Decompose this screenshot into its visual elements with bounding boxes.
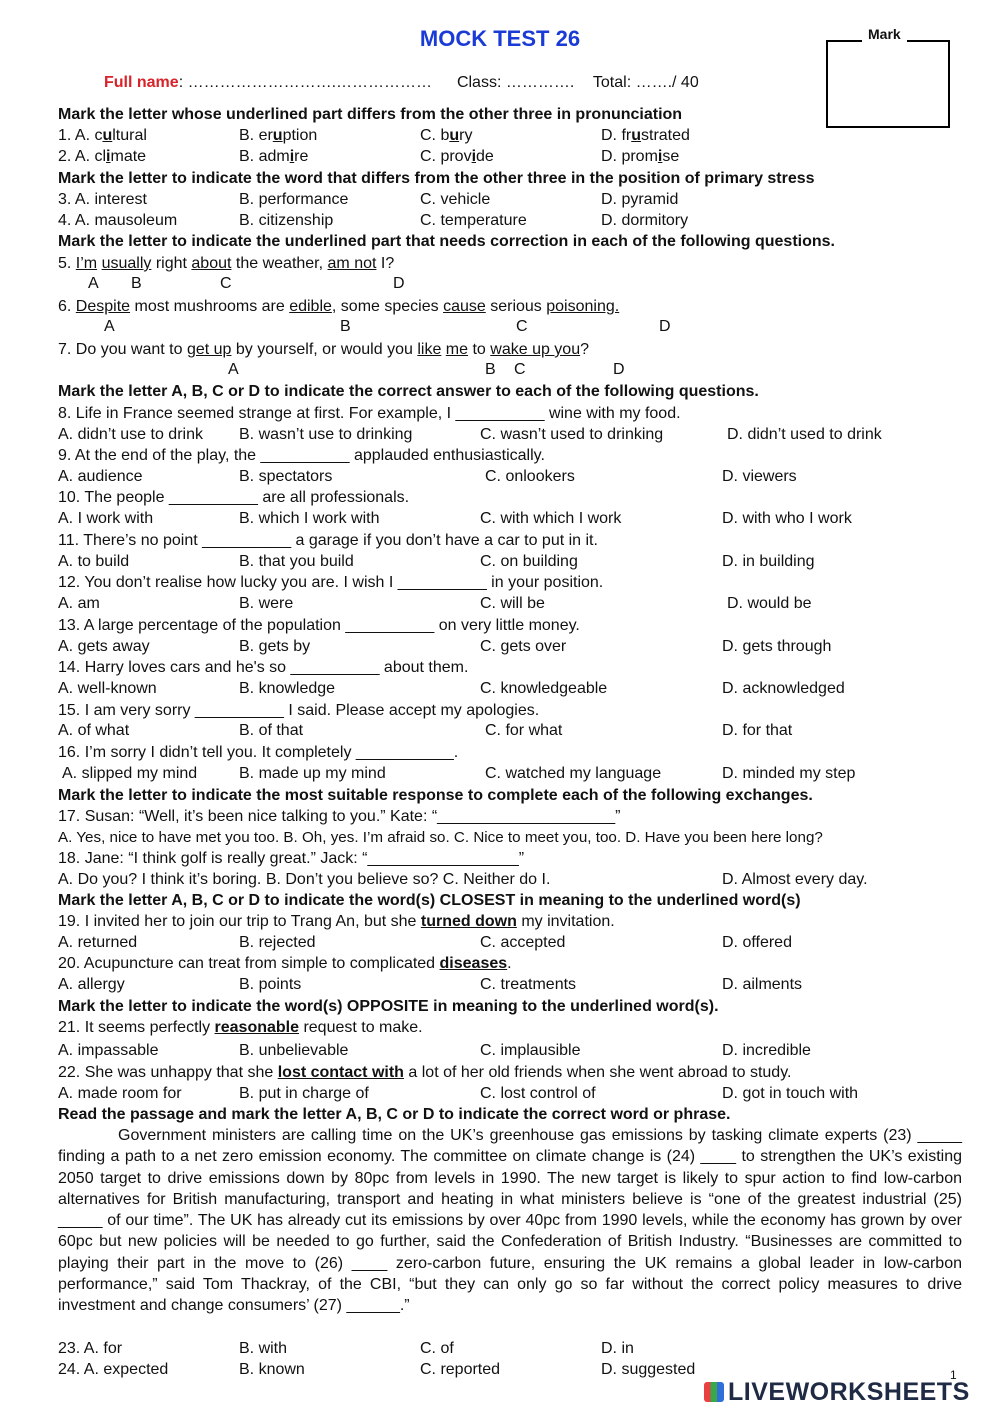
class-field[interactable]: Class: …………. <box>456 74 575 91</box>
student-info-line <box>104 74 699 92</box>
total-field: Total: ……./ 40 <box>592 74 699 91</box>
section-instruction: Mark the letter to indicate the word(s) OPPOSITE in meaning to the underlined word(s). <box>58 998 719 1015</box>
question-17-stem: 17. Susan: “Well, it’s been nice talking to you.” Kate: “____________________” <box>58 808 621 825</box>
question-12-stem: 12. You don’t realise how lucky you are. I wish I __________ in your position. <box>58 574 604 591</box>
logo-icon <box>704 1382 724 1402</box>
section-instruction: Mark the letter to indicate the underlined part that needs correction in each of the following questions. <box>58 233 835 250</box>
answer-letters: A B C D <box>104 318 671 335</box>
section-instruction: Mark the letter A, B, C or D to indicate the word(s) CLOSEST in meaning to the underlined word(s) <box>58 892 801 909</box>
question-15-stem: 15. I am very sorry __________ I said. Please accept my apologies. <box>58 702 540 719</box>
section-instruction: Read the passage and mark the letter A, B, C or D to indicate the correct word or phrase. <box>58 1106 731 1123</box>
mark-label: Mark <box>862 26 907 42</box>
fullname-field[interactable]: : ……………………….……………… <box>178 74 433 91</box>
mark-box[interactable] <box>826 40 950 128</box>
section-instruction: Mark the letter whose underlined part differs from the other three in pronunciation <box>58 106 683 123</box>
question-7: 7. Do you want to get up by yourself, or would you like me to wake up you? <box>58 341 590 358</box>
question-13-stem: 13. A large percentage of the population __________ on very little money. <box>58 617 580 634</box>
question-5: 5. I’m usually right about the weather, am not I? <box>58 255 395 272</box>
page-number: 1 <box>950 1368 957 1382</box>
question-6: 6. Despite most mushrooms are edible, some species cause serious poisoning. <box>58 298 620 315</box>
answer-letters: A B C D <box>228 361 625 378</box>
reading-passage: Government ministers are calling time on the UK’s greenhouse gas emissions by tasking climate experts (23) _____ finding a path to a net zero emission economy. The committee on climate change is (24) ____ to strengthen the UK’s existing 2050 target to drive emissions down by 80pc from levels in 1990. The new target is likely to spur action to find low-carbon alternatives for British manufacturing, transport and heating in what ministers believe is “one of the greatest industrial (25) _____ of our time”. The UK has already cut its emissions by over 40pc from 1990 levels, while the economy has grown by over 60pc but new policies will be needed to go further, said the Confederation of British Industry. “Businesses are committed to playing their part in the move to (26) ____ zero-carbon future, ensuring the UK remains a global leader in low-carbon performance,” said Tom Thackray, of the CBI, “but they can only go so far without the correct policy measures to drive investment and change consumers’ (27) ______.” <box>58 1127 962 1315</box>
question-11-stem: 11. There’s no point __________ a garage if you don’t have a car to put in it. <box>58 532 598 549</box>
answer-letters: A B C D <box>88 275 405 292</box>
question-9-stem: 9. At the end of the play, the __________ applauded enthusiastically. <box>58 447 545 464</box>
fullname-label: Full name <box>104 74 179 91</box>
question-18-stem: 18. Jane: “I think golf is really great.” Jack: “_________________” <box>58 850 525 867</box>
question-20-stem: 20. Acupuncture can treat from simple to complicated diseases. <box>58 955 512 972</box>
question-16-stem: 16. I’m sorry I didn’t tell you. It completely ___________. <box>58 744 459 761</box>
page-title: MOCK TEST 26 <box>419 26 581 51</box>
question-17-options: A. Yes, nice to have met you too. B. Oh, yes. I’m afraid so. C. Nice to meet you, too. D. Have you been here long? <box>58 829 823 846</box>
question-14-stem: 14. Harry loves cars and he's so __________ about them. <box>58 659 469 676</box>
section-instruction: Mark the letter to indicate the most suitable response to complete each of the following exchanges. <box>58 787 813 804</box>
question-19-stem: 19. I invited her to join our trip to Trang An, but she turned down my invitation. <box>58 913 615 930</box>
section-instruction: Mark the letter A, B, C or D to indicate the correct answer to each of the following questions. <box>58 383 759 400</box>
question-21-stem: 21. It seems perfectly reasonable request to make. <box>58 1019 423 1036</box>
question-22-stem: 22. She was unhappy that she lost contact with a lot of her old friends when she went abroad to study. <box>58 1064 792 1081</box>
section-instruction: Mark the letter to indicate the word that differs from the other three in the position of primary stress <box>58 170 815 187</box>
question-10-stem: 10. The people __________ are all professionals. <box>58 489 410 506</box>
liveworksheets-logo: LIVEWORKSHEETS <box>704 1378 970 1407</box>
question-8-stem: 8. Life in France seemed strange at first. For example, I __________ wine with my food. <box>58 405 681 422</box>
